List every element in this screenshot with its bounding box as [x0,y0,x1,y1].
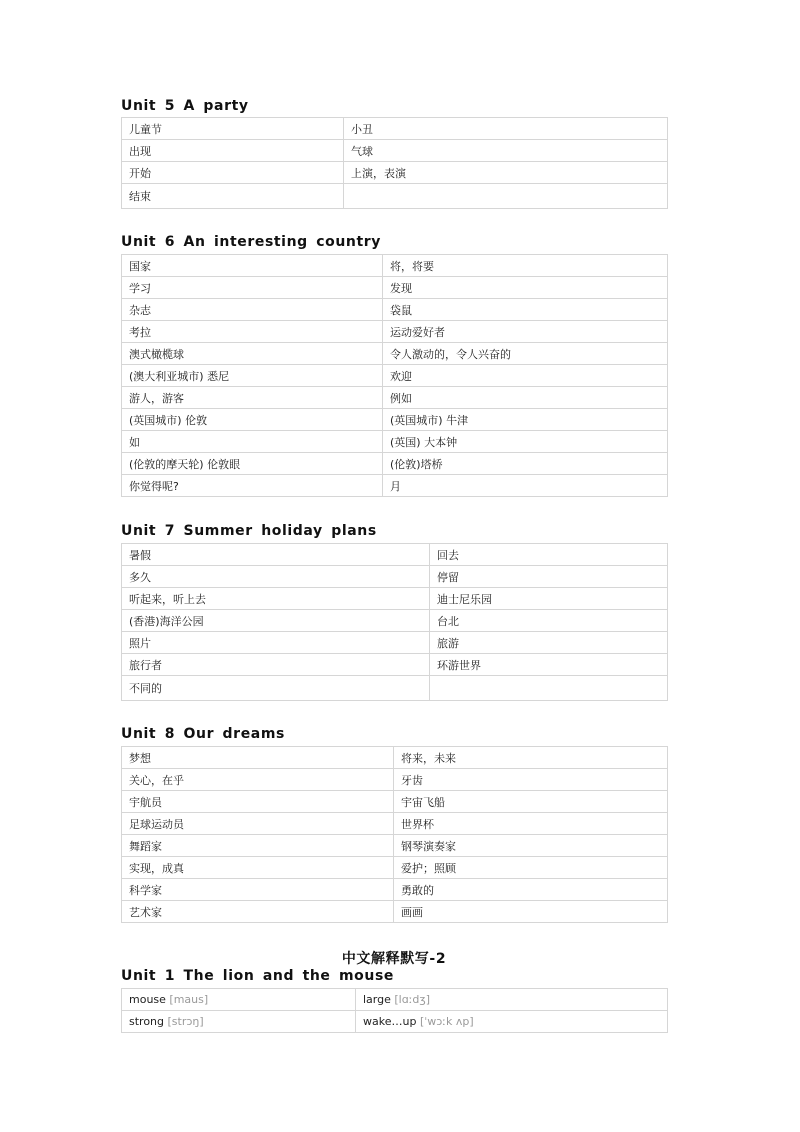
word: strong [129,1015,165,1028]
table-row [122,184,668,209]
unit-6-table [121,254,668,497]
table-row [122,989,668,1011]
table-row [122,654,668,676]
table-row [122,475,668,497]
table-row [122,277,668,299]
table-cell: 迪士尼乐园 [430,588,668,610]
table-cell: 月 [383,475,668,497]
table-row [122,566,668,588]
table-cell [122,989,356,1011]
table-row [122,813,668,835]
table-cell: (英国城市) 伦敦 [122,409,383,431]
table-cell: 将，将要 [383,255,668,277]
table-row [122,431,668,453]
unit-5-heading: Unit 5 A party [121,98,249,114]
table-row [122,610,668,632]
phonetic: [ˈwɔːk ʌp] [419,1015,474,1028]
table-cell: 环游世界 [430,654,668,676]
table-cell: 多久 [122,566,430,588]
table-row [122,747,668,769]
table-row [122,857,668,879]
table-cell [344,184,668,209]
table-cell: 澳式橄榄球 [122,343,383,365]
table-cell: 不同的 [122,676,430,701]
table-cell: 小丑 [344,118,668,140]
table-cell: 开始 [122,162,344,184]
table-row [122,387,668,409]
table-cell: 令人激动的，令人兴奋的 [383,343,668,365]
table-cell: 足球运动员 [122,813,394,835]
table-row [122,879,668,901]
table-cell: (伦敦)塔桥 [383,453,668,475]
table-cell: 旅行者 [122,654,430,676]
table-cell: 袋鼠 [383,299,668,321]
table-row [122,544,668,566]
table-cell: 宇宙飞船 [394,791,668,813]
table-row [122,343,668,365]
table-cell: 如 [122,431,383,453]
table-cell: (英国) 大本钟 [383,431,668,453]
word: wake…up [363,1015,417,1028]
phonetic: [lɑːdʒ] [394,993,431,1006]
section-title: 中文解释默写-2 [341,951,447,967]
table-cell: 爱护；照顾 [394,857,668,879]
unit-1-table [121,988,668,1033]
table-cell: 结束 [122,184,344,209]
table-cell: 发现 [383,277,668,299]
table-row [122,1011,668,1033]
table-row [122,140,668,162]
table-cell: 台北 [430,610,668,632]
table-cell: 停留 [430,566,668,588]
table-cell: 钢琴演奏家 [394,835,668,857]
table-row [122,835,668,857]
word: mouse [129,993,166,1006]
table-row [122,162,668,184]
table-cell: 旅游 [430,632,668,654]
unit-8-table [121,746,668,923]
table-cell [430,676,668,701]
table-cell: 例如 [383,387,668,409]
table-cell: (香港)海洋公园 [122,610,430,632]
table-row [122,791,668,813]
table-row [122,365,668,387]
table-cell: 画画 [394,901,668,923]
table-cell: 梦想 [122,747,394,769]
table-row [122,453,668,475]
table-cell: 欢迎 [383,365,668,387]
table-row [122,632,668,654]
table-row [122,118,668,140]
table-cell: 听起来，听上去 [122,588,430,610]
table-cell: 牙齿 [394,769,668,791]
table-cell: 出现 [122,140,344,162]
table-row [122,769,668,791]
unit-5-table [121,117,668,209]
table-cell: 世界杯 [394,813,668,835]
table-cell: 暑假 [122,544,430,566]
table-cell: 科学家 [122,879,394,901]
table-cell: 回去 [430,544,668,566]
table-cell: 学习 [122,277,383,299]
phonetic: [strɔŋ] [167,1015,204,1028]
table-cell: 宇航员 [122,791,394,813]
word: large [363,993,391,1006]
table-cell: 将来，未来 [394,747,668,769]
unit-7-table [121,543,668,701]
table-cell: 考拉 [122,321,383,343]
table-cell: (英国城市) 牛津 [383,409,668,431]
table-cell: 杂志 [122,299,383,321]
table-cell: 上演，表演 [344,162,668,184]
table-row [122,676,668,701]
table-cell: 气球 [344,140,668,162]
phonetic: [maus] [169,993,209,1006]
table-cell: 舞蹈家 [122,835,394,857]
table-row [122,588,668,610]
table-row [122,299,668,321]
table-cell [122,1011,356,1033]
table-cell: 照片 [122,632,430,654]
table-cell: 游人，游客 [122,387,383,409]
table-cell: 运动爱好者 [383,321,668,343]
table-cell: 勇敢的 [394,879,668,901]
unit-1-heading: Unit 1 The lion and the mouse [121,968,394,984]
table-cell: (伦敦的摩天轮) 伦敦眼 [122,453,383,475]
table-row [122,255,668,277]
unit-6-heading: Unit 6 An interesting country [121,234,382,250]
table-row [122,409,668,431]
table-cell: 关心，在乎 [122,769,394,791]
table-cell: 儿童节 [122,118,344,140]
table-cell: 你觉得呢? [122,475,383,497]
table-cell: 艺术家 [122,901,394,923]
table-row [122,901,668,923]
table-row [122,321,668,343]
unit-8-heading: Unit 8 Our dreams [121,726,285,742]
unit-7-heading: Unit 7 Summer holiday plans [121,523,377,539]
table-cell: 实现，成真 [122,857,394,879]
table-cell: 国家 [122,255,383,277]
table-cell: (澳大利亚城市) 悉尼 [122,365,383,387]
table-cell [356,1011,668,1033]
table-cell [356,989,668,1011]
